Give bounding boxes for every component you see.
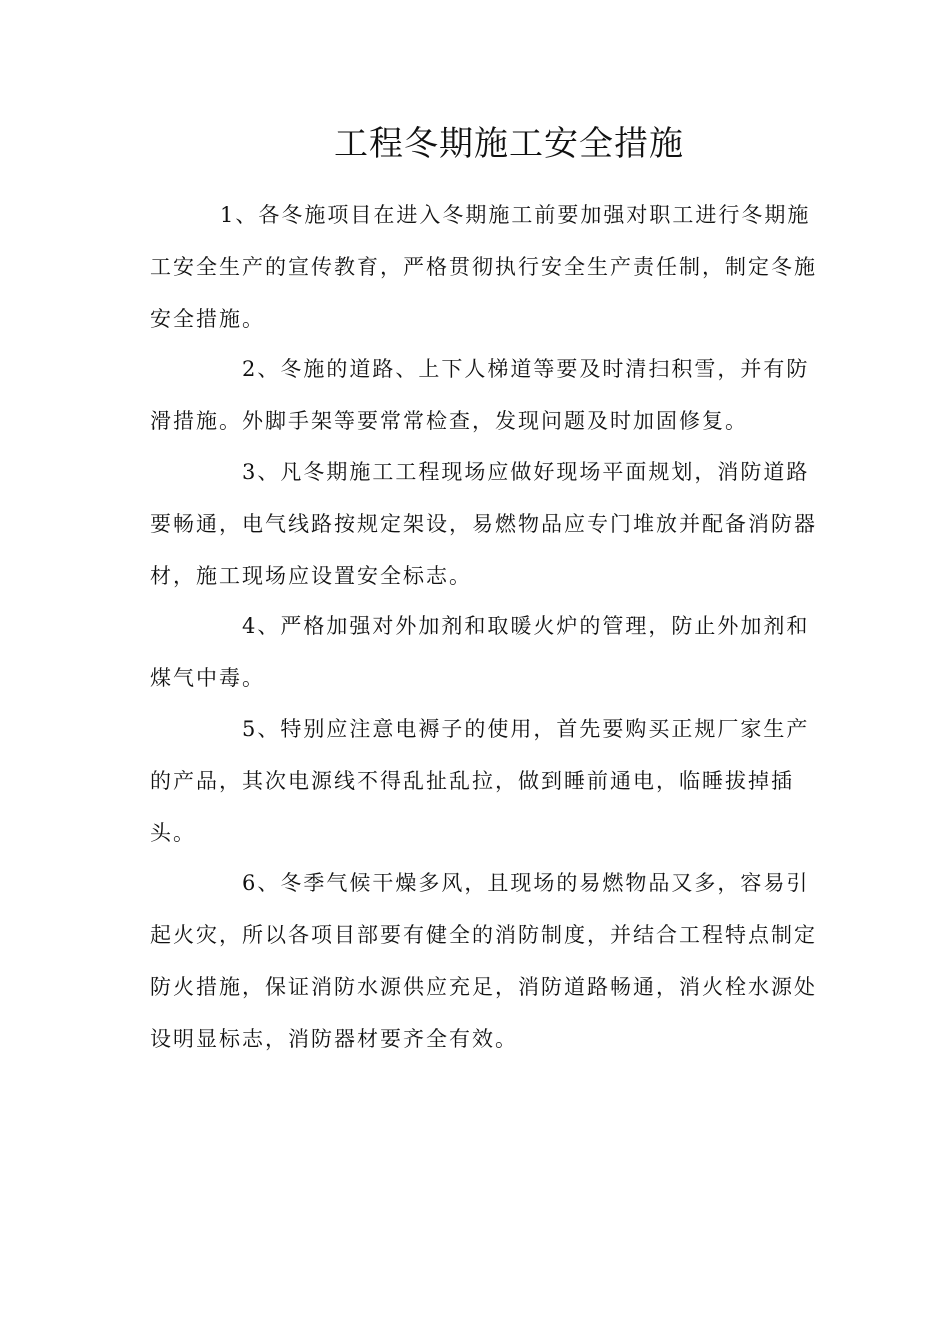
paragraph-2 (150, 343, 810, 447)
paragraph-line: 防火措施，保证消防水源供应充足，消防道路畅通，消火栓水源处 (150, 975, 817, 999)
paragraph-line: 5、特别应注意电褥子的使用，首先要购买正规厂家生产 (242, 717, 810, 741)
paragraph-6 (150, 857, 817, 1065)
paragraph-line: 安全措施。 (150, 307, 265, 331)
document-title: 工程冬期施工安全措施 (334, 124, 684, 164)
paragraph-3 (150, 446, 817, 602)
paragraph-line: 工安全生产的宣传教育，严格贯彻执行安全生产责任制，制定冬施 (150, 255, 817, 279)
paragraph-line: 设明显标志，消防器材要齐全有效。 (150, 1027, 518, 1051)
paragraph-5 (150, 703, 810, 859)
paragraph-line: 头。 (150, 821, 196, 845)
paragraph-line: 的产品，其次电源线不得乱扯乱拉，做到睡前通电，临睡拔掉插 (150, 769, 794, 793)
paragraph-line: 3、凡冬期施工工程现场应做好现场平面规划，消防道路 (242, 460, 810, 484)
paragraph-line: 6、冬季气候干燥多风，且现场的易燃物品又多，容易引 (242, 871, 810, 895)
paragraph-line: 要畅通，电气线路按规定架设，易燃物品应专门堆放并配备消防器 (150, 512, 817, 536)
paragraph-line: 起火灾，所以各项目部要有健全的消防制度，并结合工程特点制定 (150, 923, 817, 947)
paragraph-line: 4、严格加强对外加剂和取暖火炉的管理，防止外加剂和 (242, 614, 810, 638)
paragraph-line: 滑措施。外脚手架等要常常检查，发现问题及时加固修复。 (150, 409, 748, 433)
paragraph-line: 2、冬施的道路、上下人梯道等要及时清扫积雪，并有防 (242, 357, 810, 381)
paragraph-line: 1、各冬施项目在进入冬期施工前要加强对职工进行冬期施 (220, 203, 811, 227)
paragraph-line: 材，施工现场应设置安全标志。 (150, 564, 472, 588)
paragraph-line: 煤气中毒。 (150, 666, 265, 690)
paragraph-4 (150, 600, 810, 704)
paragraph-1 (150, 189, 817, 345)
